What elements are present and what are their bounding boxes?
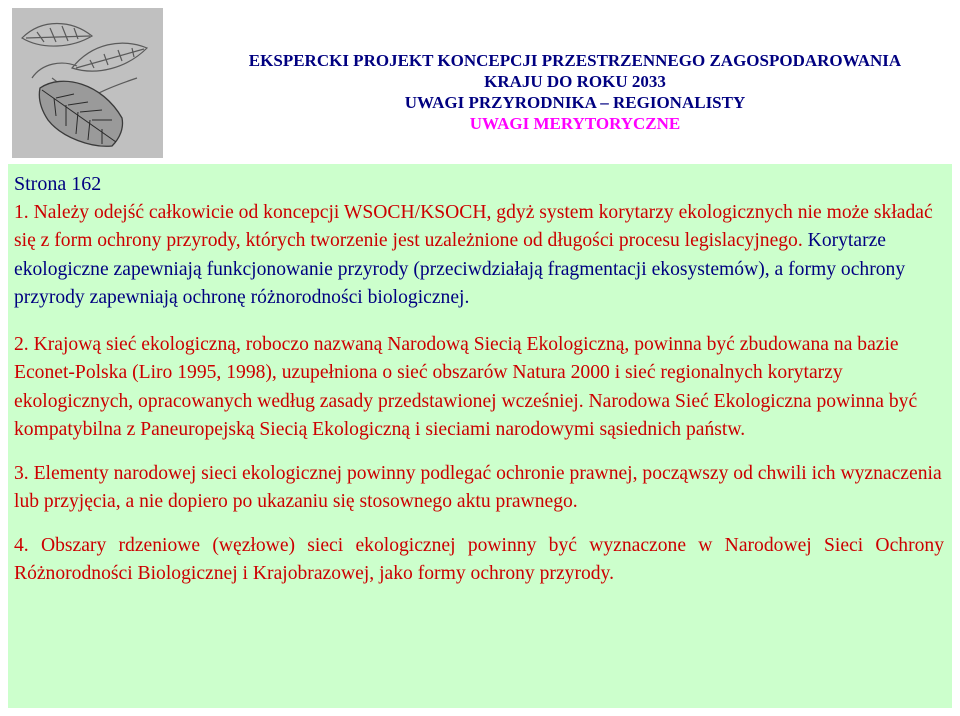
paragraph-2: 2. Krajową sieć ekologiczną, roboczo nazwaną Narodową Siecią Ekologiczną, powinna być zbudowana na bazie Econet-Polska (Liro 1995, 1998), uzupełniona o sieć obszarów Natura 2000 i sieć regionalnych korytarzy ekologicznych, opracowanych według zasady przedstawionej wcześniej. Narodowa Sieć Ekologiczna powinna być kompatybilna z Paneuropejską Siecią Ekologiczną i sieciami narodowymi sąsiednich państw. — [14, 333, 918, 440]
header-title-line-2: KRAJU DO ROKU 2033 — [484, 72, 666, 91]
header-title-line-3: UWAGI PRZYRODNIKA – REGIONALISTY — [404, 93, 746, 112]
paragraph-1-rest: Korytarze ekologiczne zapewniają funkcjonowanie przyrody (przeciwdziałają fragmentacji ekosystemów), a formy ochrony przyrody zapewniają ochronę różnorodności biologicznej. — [14, 230, 906, 308]
paragraph-4: 4. Obszary rdzeniowe (węzłowe) sieci ekologicznej powinny być wyznaczone w Narodowej Sieci Ochrony Różnorodności Biologicznej i Krajobrazowej, jako formy ochrony przyrody. — [14, 534, 944, 584]
paragraph-1 — [14, 199, 944, 313]
page-reference: Strona 162 — [14, 173, 102, 195]
logo — [12, 8, 163, 158]
body-text — [14, 170, 944, 589]
paragraph-1-highlight: 1. Należy odejść całkowicie od koncepcji WSOCH/KSOCH, gdyż system korytarzy ekologicznych nie może składać się z form ochrony przyrody, których tworzenie jest uzależnione od długości procesu legislacyjnego. — [14, 201, 933, 251]
header — [190, 50, 960, 134]
header-subtitle: UWAGI MERYTORYCZNE — [469, 114, 681, 133]
header-title-line-1: EKSPERCKI PROJEKT KONCEPCJI PRZESTRZENNEGO ZAGOSPODAROWANIA — [248, 51, 902, 70]
leaf-branch-icon — [12, 8, 163, 158]
paragraph-3: 3. Elementy narodowej sieci ekologicznej powinny podlegać ochronie prawnej, począwszy od chwili ich wyznaczenia lub przyjęcia, a nie dopiero po ukazaniu się stosownego aktu prawnego. — [14, 462, 942, 512]
